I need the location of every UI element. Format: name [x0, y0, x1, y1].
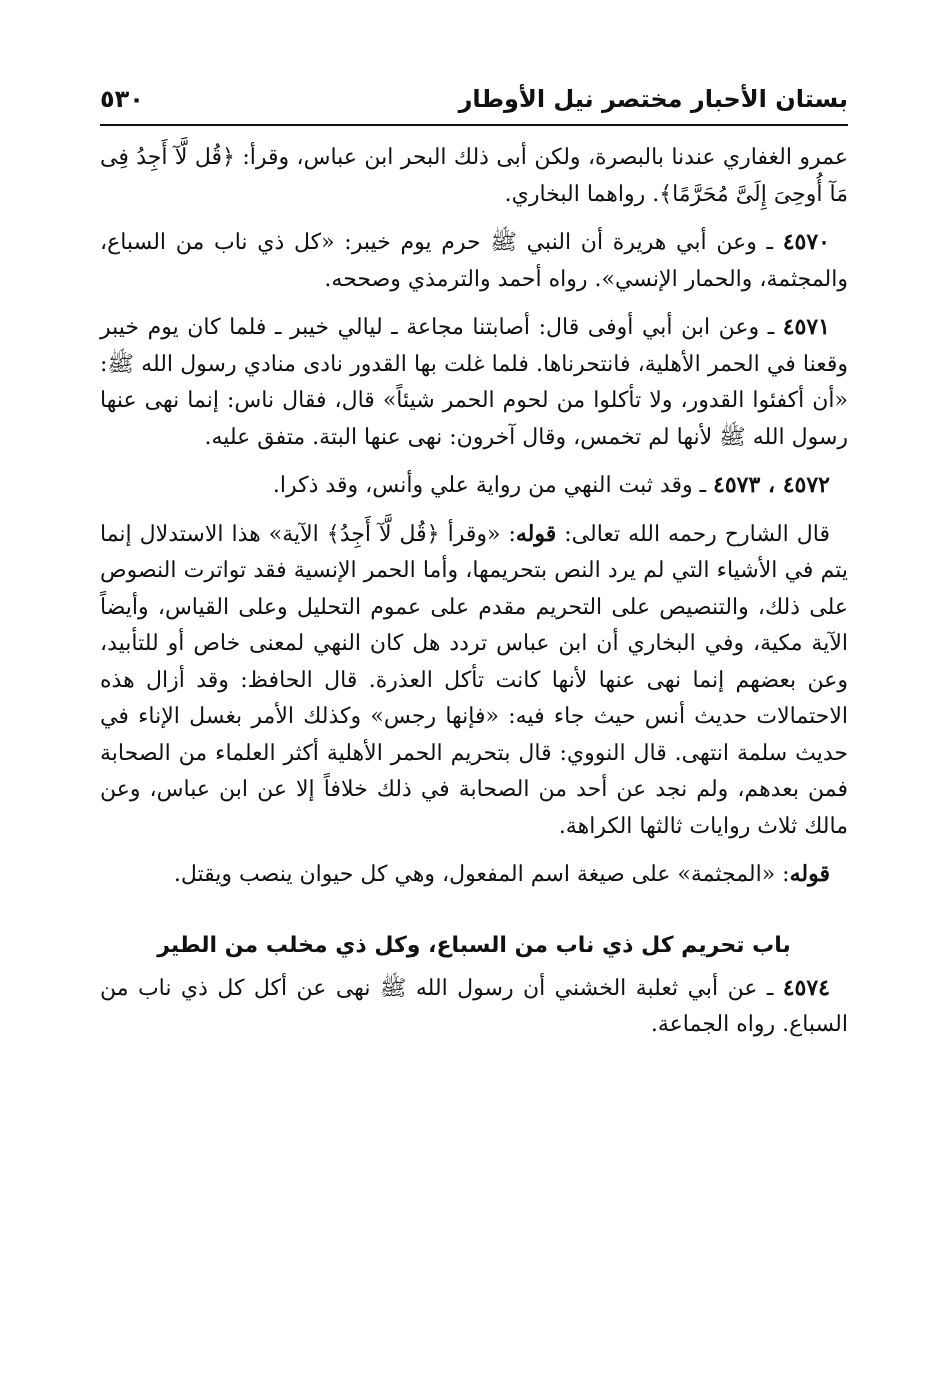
running-title: بستان الأحبار مختصر نيل الأوطار — [458, 85, 848, 113]
commentary-text: : «وقرأ ﴿قُل لَّآ أَجِدُ﴾ الآية» هذا الاستدلال إنما يتم في الأشياء التي لم يرد النص بتحريمها، وأما الحمر الإنسية فقد تواترت النصوص على ذلك، والتنصيص على التحريم مقدم على عموم التحليل وعلى القياس، وأيضاً الآية مكية، وفي البخاري أن ابن عباس تردد هل كان النهي لمعنى خاص أو للتأبيد، وعن بعضهم إنما نهى عنها لأنها كانت تأكل العذرة. قال الحافظ: وقد أزال هذه الاحتمالات حديث أنس حيث جاء فيه: «فإنها رجس» وكذلك الأمر بغسل الإناء في حديث سلمة انتهى. قال النووي: قال بتحريم الحمر الأهلية أكثر العلماء من الصحابة فمن بعدهم، ولم نجد عن أحد من الصحابة في ذلك خلافاً إلا عن ابن عباس، وعن مالك ثلاث روايات ثالثها الكراهة. — [100, 521, 848, 839]
commentary-text: : «المجثمة» على صيغة اسم المفعول، وهي كل حيوان ينصب ويقتل. — [173, 862, 790, 887]
paragraph-continuation — [100, 140, 848, 213]
hadith-text: ـ وقد ثبت النهي من رواية علي وأنس، وقد ذكرا. — [272, 473, 714, 498]
page-body — [100, 140, 848, 1055]
commentary-intro: قال الشارح رحمه الله تعالى: — [556, 521, 830, 547]
hadith-4571 — [100, 309, 848, 456]
page-header — [100, 78, 848, 126]
commentary-paragraph — [100, 516, 848, 846]
page-number: ٥٣٠ — [100, 85, 144, 113]
hadith-text: ـ عن أبي ثعلبة الخشني أن رسول الله ﷺ نهى عن أكل كل ذي ناب من السباع. رواه الجماعة. — [100, 975, 848, 1037]
commentary-paragraph-2 — [100, 856, 848, 894]
hadith-text: ـ وعن أبي هريرة أن النبي ﷺ حرم يوم خيبر: «كل ذي ناب من السباع، والمجثمة، والحمار الإنسي». رواه أحمد والترمذي وصححه. — [100, 230, 848, 292]
hadith-number: ٤٥٧٢ ، ٤٥٧٣ — [713, 472, 830, 498]
hadith-number: ٤٥٧٤ — [782, 974, 830, 1001]
paragraph-text: عمرو الغفاري عندنا بالبصرة، ولكن أبى ذلك البحر ابن عباس، وقرأ: ﴿قُل لَّآ أَجِدُ فِى مَآ أُوحِىَ إِلَىَّ مُحَرَّمًا﴾. رواهما البخاري. — [100, 145, 848, 207]
commentary-keyword: قوله — [515, 520, 557, 547]
hadith-4572-4573 — [100, 467, 848, 505]
hadith-4570 — [100, 224, 848, 298]
hadith-number: ٤٥٧١ — [782, 314, 830, 340]
commentary-keyword: قوله — [789, 861, 830, 887]
hadith-text: ـ وعن ابن أبي أوفى قال: أصابتنا مجاعة ـ ليالي خيبر ـ فلما كان يوم خيبر وقعنا في الحمر الأهلية، فانتحرناها. فلما غلت بها القدور نادى منادي رسول الله ﷺ: «أن أكفئوا القدور، ولا تأكلوا من لحوم الحمر شيئاً» قال، فقال ناس: إنما نهى عنها رسول الله ﷺ لأنها لم تخمس، وقال آخرون: نهى عنها البتة. متفق عليه. — [100, 315, 848, 450]
hadith-number: ٤٥٧٠ — [782, 229, 830, 255]
chapter-heading: باب تحريم كل ذي ناب من السباع، وكل ذي مخلب من الطير — [157, 932, 791, 958]
hadith-4574 — [100, 970, 848, 1044]
